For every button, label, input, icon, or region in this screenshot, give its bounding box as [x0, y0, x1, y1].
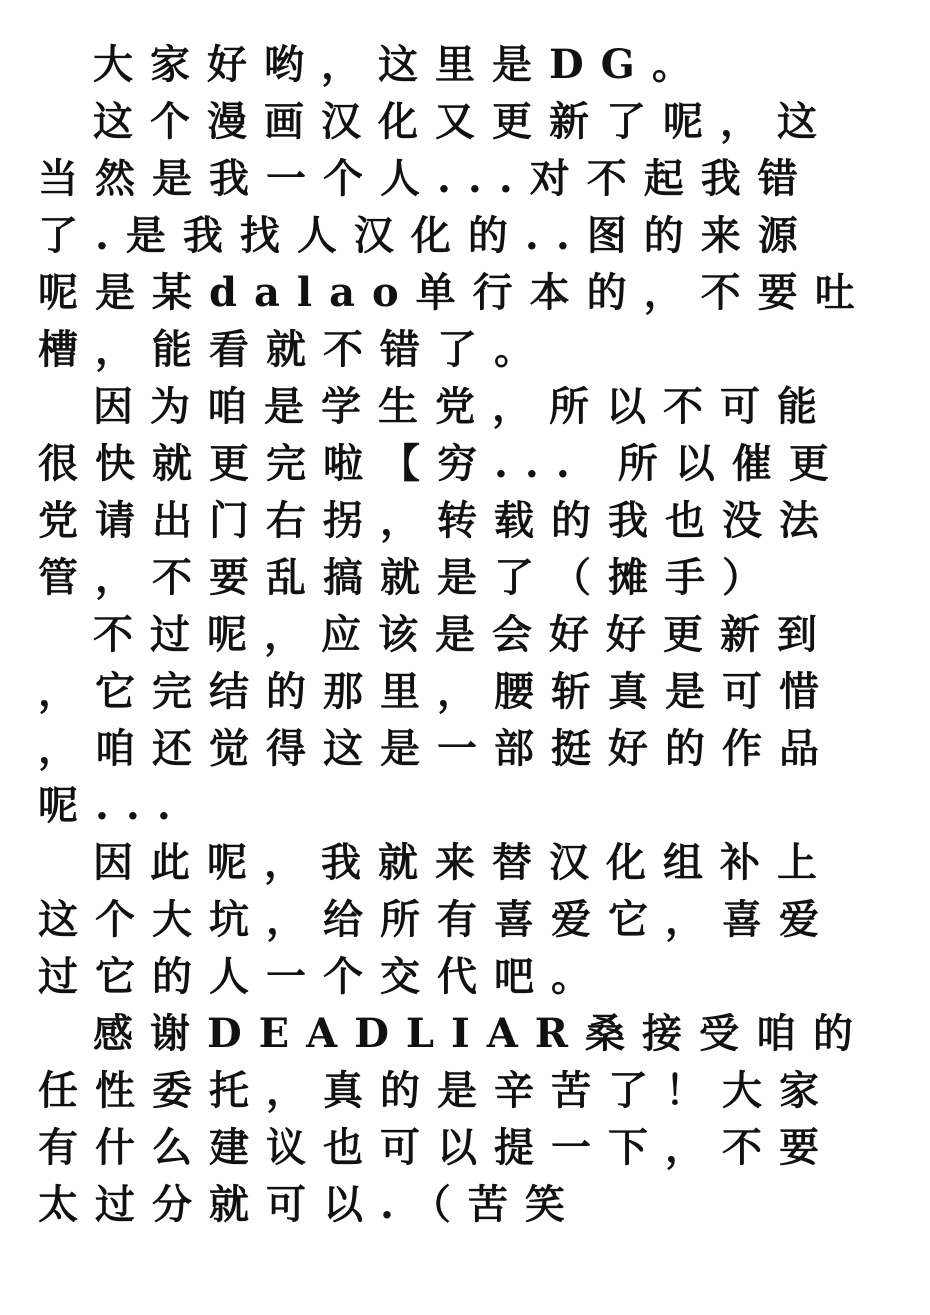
text-line: 这个大坑，给所有喜爱它，喜爱	[38, 896, 836, 943]
text-line: 感谢DEADLIAR桑接受咱的	[93, 1010, 871, 1057]
text-line: 任性委托，真的是辛苦了！大家	[38, 1067, 836, 1114]
text-line: 大家好哟，这里是DG。	[93, 41, 709, 88]
text-line: 有什么建议也可以提一下，不要	[38, 1124, 836, 1171]
text-line: 当然是我一个人...对不起我错	[38, 155, 815, 202]
text-line: 呢...	[38, 782, 188, 829]
text-line: 这个漫画汉化又更新了呢，这	[93, 98, 834, 145]
text-line: 很快就更完啦【穷... 所以催更	[38, 440, 846, 487]
text-line: 管，不要乱搞就是了（摊手）	[38, 554, 779, 601]
text-line: ，它完结的那里，腰斩真是可惜	[38, 668, 836, 715]
text-line: 党请出门右拐，转载的我也没法	[38, 497, 836, 544]
text-line: 不过呢，应该是会好好更新到	[93, 611, 834, 658]
text-line: 过它的人一个交代吧。	[38, 953, 608, 1000]
text-line: 槽，能看就不错了。	[38, 326, 551, 373]
text-line: 了.是我找人汉化的..图的来源	[38, 212, 815, 259]
text-line: 呢是某dalao单行本的，不要吐	[38, 269, 872, 316]
text-line: 因为咱是学生党，所以不可能	[93, 383, 834, 430]
text-line: 因此呢，我就来替汉化组补上	[93, 839, 834, 886]
text-line: 太过分就可以.（苦笑	[38, 1181, 582, 1228]
text-line: ，咱还觉得这是一部挺好的作品	[38, 725, 836, 772]
translator-note	[38, 36, 878, 1233]
